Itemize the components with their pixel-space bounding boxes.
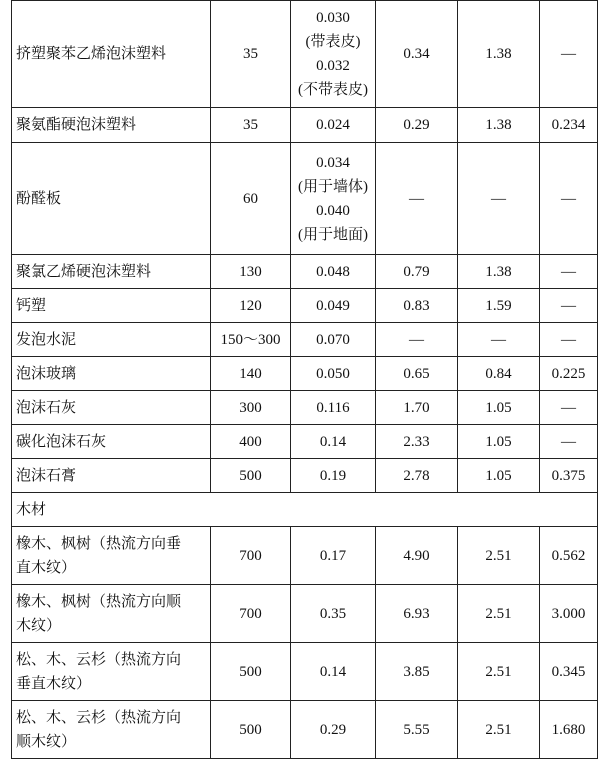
table-row bbox=[12, 527, 598, 585]
value-cell: 0.83 bbox=[376, 289, 458, 323]
material-name: 橡木、枫树（热流方向垂 直木纹） bbox=[12, 527, 211, 585]
value-cell: 6.93 bbox=[376, 585, 458, 643]
value-cell: 0.65 bbox=[376, 357, 458, 391]
value-cell: — bbox=[540, 391, 598, 425]
value-cell: 0.225 bbox=[540, 357, 598, 391]
material-name: 泡沫石灰 bbox=[12, 391, 211, 425]
value-cell: 2.51 bbox=[458, 585, 540, 643]
value-cell: — bbox=[540, 425, 598, 459]
value-cell: 3.000 bbox=[540, 585, 598, 643]
density-cell: 300 bbox=[211, 391, 291, 425]
table-row bbox=[12, 459, 598, 493]
material-name: 泡沫玻璃 bbox=[12, 357, 211, 391]
density-cell: 35 bbox=[211, 108, 291, 143]
value-cell: 1.59 bbox=[458, 289, 540, 323]
value-cell: 4.90 bbox=[376, 527, 458, 585]
table-row bbox=[12, 323, 598, 357]
table-row bbox=[12, 289, 598, 323]
conductivity-cell: 0.070 bbox=[291, 323, 376, 357]
value-cell: 1.38 bbox=[458, 108, 540, 143]
value-cell: 0.562 bbox=[540, 527, 598, 585]
table-row bbox=[12, 391, 598, 425]
section-row bbox=[12, 493, 598, 527]
value-cell: 1.70 bbox=[376, 391, 458, 425]
value-cell: 1.05 bbox=[458, 425, 540, 459]
value-cell: 0.34 bbox=[376, 1, 458, 108]
value-cell: 2.51 bbox=[458, 701, 540, 759]
value-cell: 0.84 bbox=[458, 357, 540, 391]
value-cell: — bbox=[540, 255, 598, 289]
conductivity-cell: 0.14 bbox=[291, 425, 376, 459]
value-cell: — bbox=[540, 1, 598, 108]
material-name: 泡沫石膏 bbox=[12, 459, 211, 493]
density-cell: 140 bbox=[211, 357, 291, 391]
value-cell: 0.79 bbox=[376, 255, 458, 289]
conductivity-cell: 0.116 bbox=[291, 391, 376, 425]
value-cell: 1.38 bbox=[458, 255, 540, 289]
conductivity-cell: 0.19 bbox=[291, 459, 376, 493]
section-heading: 木材 bbox=[12, 493, 598, 527]
table-row bbox=[12, 357, 598, 391]
value-cell: — bbox=[540, 143, 598, 255]
material-name: 发泡水泥 bbox=[12, 323, 211, 357]
conductivity-cell: 0.034 (用于墙体) 0.040 (用于地面) bbox=[291, 143, 376, 255]
value-cell: 0.375 bbox=[540, 459, 598, 493]
table-row bbox=[12, 643, 598, 701]
density-cell: 500 bbox=[211, 643, 291, 701]
value-cell: 1.680 bbox=[540, 701, 598, 759]
value-cell: 0.29 bbox=[376, 108, 458, 143]
material-name: 聚氯乙烯硬泡沫塑料 bbox=[12, 255, 211, 289]
density-cell: 35 bbox=[211, 1, 291, 108]
table-row bbox=[12, 255, 598, 289]
table-row bbox=[12, 1, 598, 108]
material-name: 碳化泡沫石灰 bbox=[12, 425, 211, 459]
conductivity-cell: 0.29 bbox=[291, 701, 376, 759]
conductivity-cell: 0.35 bbox=[291, 585, 376, 643]
table-row bbox=[12, 585, 598, 643]
value-cell: 1.38 bbox=[458, 1, 540, 108]
table-row bbox=[12, 701, 598, 759]
density-cell: 400 bbox=[211, 425, 291, 459]
density-cell: 60 bbox=[211, 143, 291, 255]
table-row bbox=[12, 108, 598, 143]
material-name: 聚氨酯硬泡沫塑料 bbox=[12, 108, 211, 143]
material-name: 松、木、云杉（热流方向 顺木纹） bbox=[12, 701, 211, 759]
value-cell: 0.345 bbox=[540, 643, 598, 701]
density-cell: 150～300 bbox=[211, 323, 291, 357]
value-cell: 2.33 bbox=[376, 425, 458, 459]
materials-table bbox=[11, 0, 598, 759]
value-cell: — bbox=[458, 143, 540, 255]
value-cell: 1.05 bbox=[458, 459, 540, 493]
density-cell: 700 bbox=[211, 585, 291, 643]
value-cell: 0.234 bbox=[540, 108, 598, 143]
table-row bbox=[12, 143, 598, 255]
material-name: 橡木、枫树（热流方向顺 木纹） bbox=[12, 585, 211, 643]
value-cell: — bbox=[376, 323, 458, 357]
density-cell: 500 bbox=[211, 459, 291, 493]
value-cell: — bbox=[540, 289, 598, 323]
value-cell: 5.55 bbox=[376, 701, 458, 759]
density-cell: 120 bbox=[211, 289, 291, 323]
density-cell: 700 bbox=[211, 527, 291, 585]
conductivity-cell: 0.024 bbox=[291, 108, 376, 143]
conductivity-cell: 0.049 bbox=[291, 289, 376, 323]
material-name: 酚醛板 bbox=[12, 143, 211, 255]
value-cell: — bbox=[376, 143, 458, 255]
conductivity-cell: 0.14 bbox=[291, 643, 376, 701]
table-row bbox=[12, 425, 598, 459]
material-name: 钙塑 bbox=[12, 289, 211, 323]
value-cell: — bbox=[540, 323, 598, 357]
value-cell: 1.05 bbox=[458, 391, 540, 425]
value-cell: 3.85 bbox=[376, 643, 458, 701]
conductivity-cell: 0.17 bbox=[291, 527, 376, 585]
material-name: 松、木、云杉（热流方向 垂直木纹） bbox=[12, 643, 211, 701]
conductivity-cell: 0.050 bbox=[291, 357, 376, 391]
value-cell: 2.51 bbox=[458, 527, 540, 585]
material-name: 挤塑聚苯乙烯泡沫塑料 bbox=[12, 1, 211, 108]
value-cell: — bbox=[458, 323, 540, 357]
conductivity-cell: 0.048 bbox=[291, 255, 376, 289]
value-cell: 2.78 bbox=[376, 459, 458, 493]
value-cell: 2.51 bbox=[458, 643, 540, 701]
conductivity-cell: 0.030 (带表皮) 0.032 (不带表皮) bbox=[291, 1, 376, 108]
density-cell: 130 bbox=[211, 255, 291, 289]
density-cell: 500 bbox=[211, 701, 291, 759]
